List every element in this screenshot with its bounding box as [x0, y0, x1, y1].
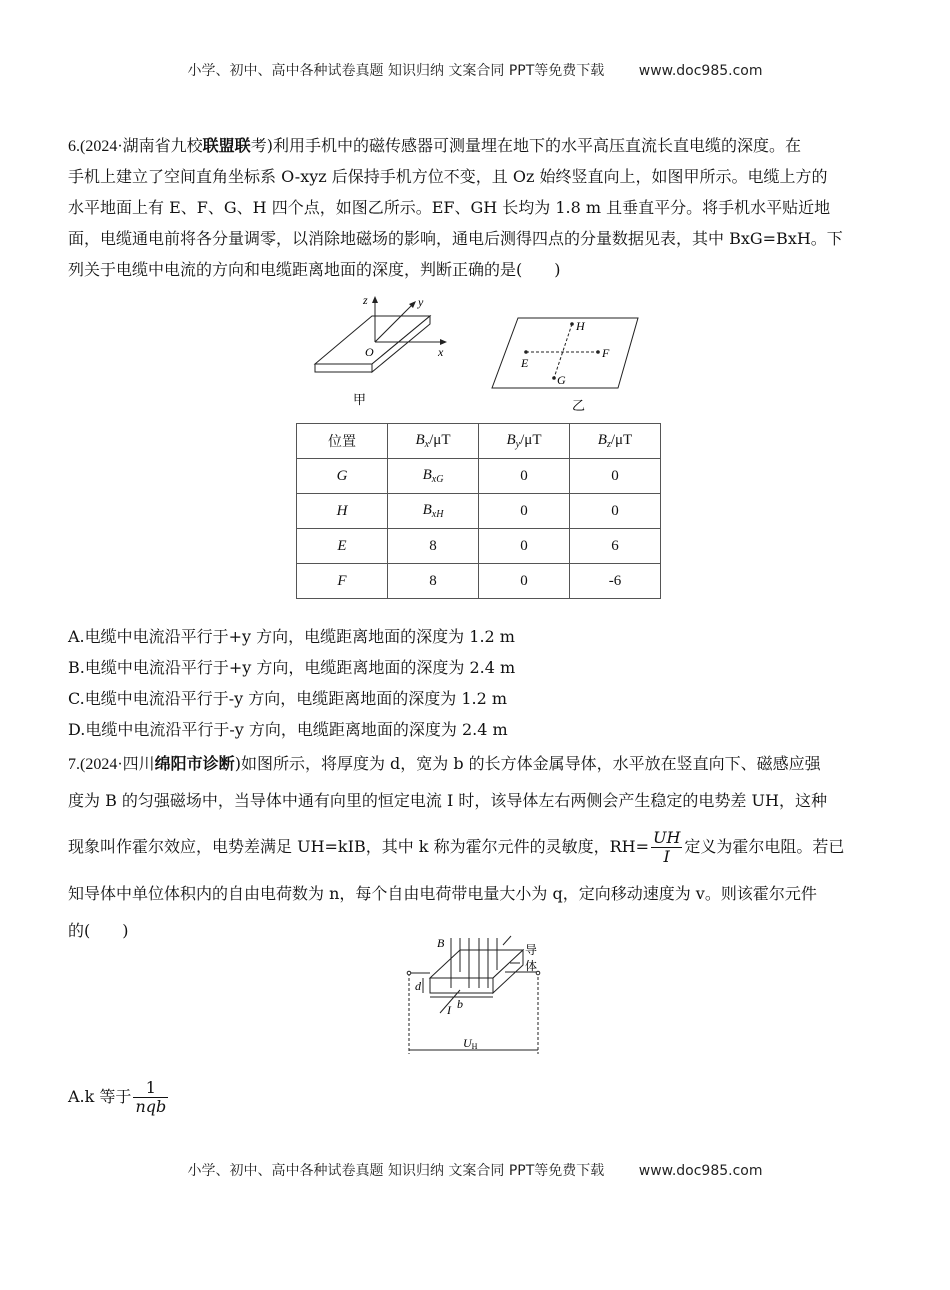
svg-text:体: 体 [525, 959, 538, 973]
header-bz: $B_z/\mu T$ [570, 424, 661, 459]
page-footer [0, 1160, 950, 1180]
q6-option-d: D.电缆中电流沿平行于-y 方向，电缆距离地面的深度为 2.4 m [68, 720, 508, 739]
svg-text:E: E [521, 356, 529, 370]
table-row: H $B_{xH}$ 0 0 [297, 494, 661, 529]
q7-option-a: A.k 等于 $\frac{1}{\text{nqb}}$ [68, 1078, 167, 1116]
footer-text: 小学、初中、高中各种试卷真题 知识归纳 文案合同 PPT等免费下载 [187, 1163, 605, 1179]
question-7-stem [68, 748, 883, 946]
svg-text:O: O [365, 345, 374, 359]
svg-text:z: z [363, 293, 368, 307]
header-bx: $B_x/\mu T$ [388, 424, 479, 459]
svg-text:b: b [457, 997, 463, 1011]
q7-line-3: 现象叫作霍尔效应，电势差满足 UH=kIB，其中 k 称为霍尔元件的灵敏度，RH= $\frac{UH}{I}$ 定义为霍尔电阻。若已 [68, 828, 845, 866]
svg-text:I: I [447, 1003, 451, 1017]
svg-text:F: F [602, 346, 610, 360]
q7-line-5: 的( ) [68, 921, 129, 940]
q6-line-2: 手机上建立了空间直角坐标系 O-xyz 后保持手机方位不变，且 Oz 始终竖直向上，如图甲所示。电缆上方的 [68, 167, 828, 186]
svg-text:甲: 甲 [353, 393, 367, 408]
svg-text:x: x [438, 345, 444, 359]
header-text: 小学、初中、高中各种试卷真题 知识归纳 文案合同 PPT等免费下载 [187, 63, 605, 79]
svg-text:UH: UH [463, 1036, 478, 1051]
q6-line-1: 6.(2024·湖南省九校联盟联考)利用手机中的磁传感器可测量埋在地下的水平高压直流长直电缆的深度。在 [68, 136, 801, 155]
q6-option-b: B.电缆中电流沿平行于+y 方向，电缆距离地面的深度为 2.4 m [68, 658, 516, 677]
q6-line-5: 列关于电缆中电流的方向和电缆距离地面的深度，判断正确的是( ) [68, 260, 561, 279]
svg-text:B: B [437, 936, 445, 950]
header-position: 位置 [297, 424, 388, 459]
q7-line-1: 7.(2024·四川绵阳市诊断)如图所示，将厚度为 d，宽为 b 的长方体金属导体，水平放在竖直向下、磁感应强 [68, 754, 821, 773]
figure-yi-ground-points [488, 312, 648, 412]
figure-jia-phone-axes [305, 292, 465, 412]
svg-text:d: d [415, 979, 421, 993]
header-url: www.doc985.com [638, 63, 763, 79]
svg-text:导: 导 [525, 943, 538, 957]
table-row: G $B_{xG}$ 0 0 [297, 459, 661, 494]
question-6-stem [68, 130, 883, 285]
page-header [0, 60, 950, 80]
q6-option-c: C.电缆中电流沿平行于-y 方向，电缆距离地面的深度为 1.2 m [68, 689, 508, 708]
magnetic-field-table [296, 423, 661, 599]
q6-line-3: 水平地面上有 E、F、G、H 四个点，如图乙所示。EF、GH 长均为 1.8 m 且垂直平分。将手机水平贴近地 [68, 198, 831, 217]
svg-text:G: G [557, 373, 566, 387]
table-header-row [297, 424, 661, 459]
header-by: $B_y/\mu T$ [479, 424, 570, 459]
q6-line-4: 面，电缆通电前将各分量调零，以消除地磁场的影响，通电后测得四点的分量数据见表，其中 BxG=BxH。下 [68, 229, 843, 248]
hall-resistance-fraction: $\frac{UH}{I}$ [652, 828, 681, 866]
table-row: F 8 0 -6 [297, 564, 661, 599]
figure-hall-conductor [405, 930, 555, 1060]
q7-line-4: 知导体中单位体积内的自由电荷数为 n，每个自由电荷带电量大小为 q，定向移动速度为 v。则该霍尔元件 [68, 884, 817, 903]
q7-line-2: 度为 B 的匀强磁场中，当导体中通有向里的恒定电流 I 时，该导体左右两侧会产生稳定的电势差 UH，这种 [68, 791, 827, 810]
q6-option-a: A.电缆中电流沿平行于+y 方向，电缆距离地面的深度为 1.2 m [68, 627, 515, 646]
option-a-fraction: $\frac{1}{\text{nqb}}$ [135, 1078, 167, 1116]
svg-text:y: y [418, 295, 424, 309]
svg-text:乙: 乙 [572, 399, 586, 412]
footer-url: www.doc985.com [638, 1163, 763, 1179]
table-row: E 8 0 6 [297, 529, 661, 564]
svg-text:H: H [576, 319, 585, 333]
